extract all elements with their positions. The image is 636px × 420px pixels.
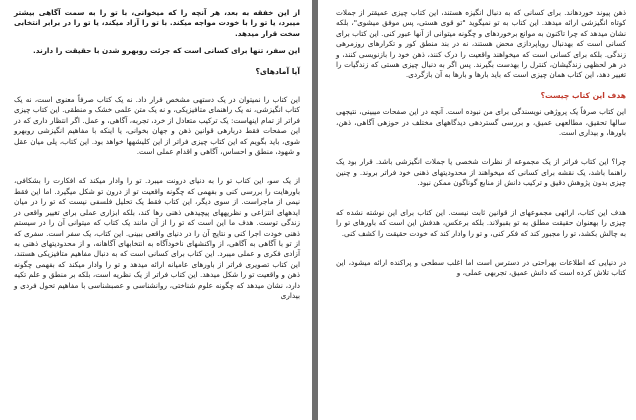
body-paragraph: ذهن پیوند خوردهاند. برای کسانی که به دنبال انگیزه هستند، این کتاب چیزی عمیقتر از جملات کوتاه انگیزشی ارائه میدهد. این کتاب به تو نمیگوید "تو قوی هستی، پس موفق میشوی"، بلکه نشان میدهد که چرا تاکنون به موانع برخوردهای و چگونه میتوانی از آنها عبور کنی. این کتاب برای کسانی است که بهدنبال رویاپردازی محض هستند، نه در بند منطق کور و تکرارهای روزمرهی زندگی. بلکه برای کسانی است که میخواهند واقعیت را درک کنند، ذهن خود را بازنویسی کنند، و در هر لحظهی زندگیشان، کنترل را بهدست بگیرند. پس اگر به دنبال چیزی هستی که زندگیات را تغییر دهد، این کتاب همان چیزی است که باید بارها و بارها به آن بازگردی. bbox=[336, 8, 626, 80]
spacer bbox=[336, 145, 626, 157]
section-heading: هدف این کتاب چیست؟ bbox=[540, 90, 626, 100]
right-page bbox=[318, 0, 636, 420]
body-paragraph: در دنیایی که اطلاعات بهراحتی در دسترس است اما اغلب سطحی و پراکنده ارائه میشود، این کتاب تلاش کرده است که دانش عمیق، تجربهی عملی، و bbox=[336, 257, 626, 278]
spacer bbox=[336, 246, 626, 258]
spacer bbox=[336, 196, 626, 208]
ready-heading: آیا آمادهای؟ bbox=[255, 66, 300, 76]
journey-sentence: این سفر، تنها برای کسانی است که جرئت روبهرو شدن با حقیقت را دارند. bbox=[33, 46, 300, 56]
body-paragraph: از یک سو، این کتاب تو را به دنیای درونت میبرد. تو را وادار میکند که افکارت را بشکافی، باورهایت را بررسی کنی و بفهمی که چگونه واقعیت تو از درون تو شکل میگیرد. اما این فقط نیمی از ماجراست. از سوی دیگر، این کتاب فقط یک تحلیل فلسفی نیست که تو را در میان ایدههای انتزاعی و نظریههای پیچیدهی ذهنی رها کند، بلکه ابزاری عملی برای تغییر واقعی در زندگی توست. هدف ما این است که تو را از آن مانند یک کتاب که میتوانی آن را در سیستم ذهنی خودت اجرا کنی و نتایج آن را در دنیای واقعی ببینی. این کتاب، یک سفر است. سفری که از تو با آگاهی به آگاهی، از واکنشهای ناخودآگاه به انتخابهای آگاهانه، و از محدودیتهای ذهنی به آزادی فکری و عملی میبرد. این کتاب برای کسانی است که به دنبال مفاهیم متافیزیکی هستند، این کتاب تصویری فراتر از باورهای عامیانه ارائه میدهد و تو را وادار میکند که بفهمی چگونه ذهن و واقعیت تو را شکل میدهد. این کتاب فراتر از یک نظریه است، بلکه بر منطق و علم تکیه دارد، نشان میدهد که چگونه علوم شناختی، روانشناسی و عصبشناسی با مفاهیم تحول فردی و بیداری bbox=[14, 176, 300, 300]
intro-paragraph: از این خفقه به بعد، هر آنچه را که میخوانی، با تو را به سمت آگاهی بیشتر میبرد، یا تو را با خودت مواجه میکند. با تو را آزاد میکند، یا تو را در برابر انتخابی سخت قرار میدهد. bbox=[14, 8, 300, 38]
spacer bbox=[14, 83, 300, 95]
body-paragraph: چرا؟ این کتاب فراتر از یک مجموعه از نظرات شخصی یا جملات انگیزشی باشد. قرار بود یک راهنما باشد، یک نقشه برای کسانی که میخواهند از محدودیتهای ذهنی خود فراتر بروند. و چنین چیزی بدون پژوهش دقیق و ترکیب دانش از منابع گوناگون ممکن نبود. bbox=[336, 157, 626, 188]
body-paragraph: هدف این کتاب، ارائهی مجموعهای از قوانین ثابت نیست. این کتاب برای این نوشته نشده که چیزی را بهعنوان حقیقت مطلق به تو بقبولاند. بلکه برعکس، هدفش این است که باورهای تو را به چالش بکشد، تو را مجبور کند که فکر کنی، و تو را وادار کند که خودت حقیقت را کشف کنی. bbox=[336, 207, 626, 238]
body-paragraph: این کتاب را نمیتوان در یک دستهی مشخص قرار داد. نه یک کتاب صرفاً معنوی است، نه یک کتاب انگیزشی، نه یک راهنمای متافیزیکی، و نه یک متن علمی خشک و منطقی. این کتاب چیزی فراتر از تمام اینهاست: یک ترکیب متعادل از خرد، تجربه، آگاهی، و عمل. اگر انتظار داری که در این صفحات فقط دربارهی قوانین ذهن و جهان بخوانی، یا اینکه با مفاهیم انگیزشی روبهرو شوی، باید بگویم که این کتاب چیزی فراتر از این کلیشهها خواهد بود. این کتاب، پلی میان عقل و شهود، منطق و احساس، آگاهی و اقدام عملی است. bbox=[14, 95, 300, 157]
left-page bbox=[0, 0, 312, 420]
spacer bbox=[14, 164, 300, 176]
body-paragraph: این کتاب صرفاً یک پروژهی نویسندگی برای من نبوده است. آنچه در این صفحات میبینی، نتیجهی سالها تحقیق، مطالعهی عمیق، و بررسی گستردهی دیدگاههای مختلف در حوزهی آگاهی، ذهن، باورها، و بیداری است. bbox=[336, 107, 626, 138]
